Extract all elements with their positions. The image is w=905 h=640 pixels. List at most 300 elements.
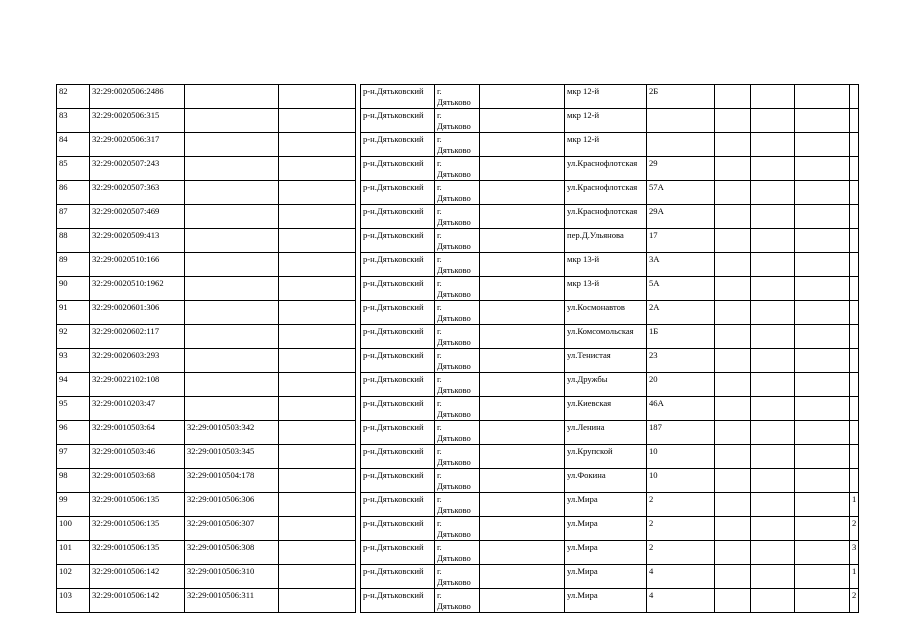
- cell-cadastral-number: 32:29:0010506:135: [90, 541, 185, 565]
- cell-col13: [795, 205, 850, 229]
- cell-district: р-н.Дятьковский: [361, 325, 435, 349]
- cell-col8: [480, 157, 565, 181]
- cell-row-number: 103: [57, 589, 90, 613]
- cell-house: 29: [647, 157, 715, 181]
- cell-col11: [715, 205, 751, 229]
- cell-town: г. Дятьково: [435, 469, 480, 493]
- cell-col4: [279, 517, 356, 541]
- cell-col13: [795, 541, 850, 565]
- cell-row-number: 92: [57, 325, 90, 349]
- cell-col13: [795, 445, 850, 469]
- cell-col8: [480, 589, 565, 613]
- cell-col14: 3: [850, 541, 859, 565]
- cell-town: г. Дятьково: [435, 325, 480, 349]
- cell-street: ул.Крупской: [565, 445, 647, 469]
- cell-row-number: 87: [57, 205, 90, 229]
- cell-col12: [751, 133, 795, 157]
- cell-col4: [279, 253, 356, 277]
- cell-col11: [715, 109, 751, 133]
- cell-col13: [795, 133, 850, 157]
- cell-cadastral-number: 32:29:0020601:306: [90, 301, 185, 325]
- cell-col12: [751, 445, 795, 469]
- cell-cadastral-number: 32:29:0010506:135: [90, 517, 185, 541]
- cell-col12: [751, 373, 795, 397]
- cell-col14: [850, 397, 859, 421]
- cell-town: г. Дятьково: [435, 205, 480, 229]
- cell-col11: [715, 133, 751, 157]
- cell-street: ул.Краснофлотская: [565, 157, 647, 181]
- cell-col12: [751, 565, 795, 589]
- cell-cadastral-number-2: 32:29:0010504:178: [185, 469, 279, 493]
- table-row: [57, 373, 859, 397]
- cell-town: г. Дятьково: [435, 133, 480, 157]
- cell-col13: [795, 157, 850, 181]
- cell-row-number: 82: [57, 85, 90, 109]
- cell-col12: [751, 469, 795, 493]
- cell-cadastral-number: 32:29:0020507:243: [90, 157, 185, 181]
- cell-district: р-н.Дятьковский: [361, 181, 435, 205]
- cell-cadastral-number-2: 32:29:0010506:307: [185, 517, 279, 541]
- cell-row-number: 91: [57, 301, 90, 325]
- cell-col13: [795, 181, 850, 205]
- cell-district: р-н.Дятьковский: [361, 541, 435, 565]
- cell-house: 2: [647, 541, 715, 565]
- cell-col13: [795, 277, 850, 301]
- cell-col12: [751, 493, 795, 517]
- cell-house: 2А: [647, 301, 715, 325]
- cell-cadastral-number: 32:29:0010503:68: [90, 469, 185, 493]
- cell-col4: [279, 85, 356, 109]
- cell-col13: [795, 85, 850, 109]
- cell-town: г. Дятьково: [435, 229, 480, 253]
- cell-house: 23: [647, 349, 715, 373]
- cell-col14: [850, 229, 859, 253]
- table-row: [57, 85, 859, 109]
- cell-col8: [480, 373, 565, 397]
- cell-col14: [850, 469, 859, 493]
- cell-col8: [480, 421, 565, 445]
- cell-house: 17: [647, 229, 715, 253]
- cell-col8: [480, 205, 565, 229]
- cell-col11: [715, 493, 751, 517]
- cell-cadastral-number-2: 32:29:0010506:308: [185, 541, 279, 565]
- cell-col12: [751, 517, 795, 541]
- table-row: [57, 109, 859, 133]
- cell-col12: [751, 253, 795, 277]
- table-row: [57, 541, 859, 565]
- cell-row-number: 95: [57, 397, 90, 421]
- cell-cadastral-number: 32:29:0010203:47: [90, 397, 185, 421]
- cell-cadastral-number-2: [185, 301, 279, 325]
- cell-cadastral-number-2: [185, 85, 279, 109]
- cell-col4: [279, 445, 356, 469]
- cell-district: р-н.Дятьковский: [361, 205, 435, 229]
- cell-town: г. Дятьково: [435, 301, 480, 325]
- cell-street: ул.Краснофлотская: [565, 181, 647, 205]
- cell-col4: [279, 493, 356, 517]
- cell-col14: [850, 445, 859, 469]
- cell-street: мкр 12-й: [565, 85, 647, 109]
- cell-cadastral-number-2: [185, 325, 279, 349]
- cell-col14: [850, 205, 859, 229]
- cell-col13: [795, 517, 850, 541]
- cell-col13: [795, 589, 850, 613]
- cell-district: р-н.Дятьковский: [361, 109, 435, 133]
- cell-town: г. Дятьково: [435, 349, 480, 373]
- cell-house: 4: [647, 589, 715, 613]
- cell-col4: [279, 205, 356, 229]
- table-row: [57, 181, 859, 205]
- cell-district: р-н.Дятьковский: [361, 397, 435, 421]
- cell-district: р-н.Дятьковский: [361, 493, 435, 517]
- cell-district: р-н.Дятьковский: [361, 469, 435, 493]
- cell-house: 10: [647, 445, 715, 469]
- cell-house: 1Б: [647, 325, 715, 349]
- cell-house: [647, 133, 715, 157]
- cell-col11: [715, 229, 751, 253]
- cell-col8: [480, 397, 565, 421]
- cell-district: р-н.Дятьковский: [361, 253, 435, 277]
- cell-cadastral-number-2: [185, 157, 279, 181]
- cell-town: г. Дятьково: [435, 181, 480, 205]
- cell-district: р-н.Дятьковский: [361, 349, 435, 373]
- cell-town: г. Дятьково: [435, 277, 480, 301]
- cell-row-number: 88: [57, 229, 90, 253]
- cell-cadastral-number: 32:29:0020507:469: [90, 205, 185, 229]
- address-register-table: [56, 84, 859, 613]
- cell-col8: [480, 517, 565, 541]
- cell-street: ул.Дружбы: [565, 373, 647, 397]
- cell-col11: [715, 397, 751, 421]
- cell-district: р-н.Дятьковский: [361, 565, 435, 589]
- cell-cadastral-number-2: 32:29:0010506:306: [185, 493, 279, 517]
- table-row: [57, 277, 859, 301]
- cell-cadastral-number: 32:29:0020509:413: [90, 229, 185, 253]
- table-row: [57, 397, 859, 421]
- cell-cadastral-number-2: 32:29:0010503:342: [185, 421, 279, 445]
- cell-street: ул.Тенистая: [565, 349, 647, 373]
- cell-col12: [751, 325, 795, 349]
- cell-col4: [279, 397, 356, 421]
- cell-col4: [279, 541, 356, 565]
- cell-col8: [480, 565, 565, 589]
- cell-col14: [850, 349, 859, 373]
- cell-district: р-н.Дятьковский: [361, 157, 435, 181]
- cell-col4: [279, 157, 356, 181]
- cell-col11: [715, 469, 751, 493]
- cell-house: 20: [647, 373, 715, 397]
- cell-row-number: 98: [57, 469, 90, 493]
- cell-cadastral-number: 32:29:0020506:317: [90, 133, 185, 157]
- cell-col4: [279, 469, 356, 493]
- cell-col4: [279, 349, 356, 373]
- cell-col11: [715, 421, 751, 445]
- cell-col12: [751, 277, 795, 301]
- table-row: [57, 421, 859, 445]
- cell-col12: [751, 181, 795, 205]
- cell-district: р-н.Дятьковский: [361, 301, 435, 325]
- cell-cadastral-number: 32:29:0010506:142: [90, 565, 185, 589]
- cell-house: 187: [647, 421, 715, 445]
- cell-row-number: 83: [57, 109, 90, 133]
- cell-col14: 2: [850, 589, 859, 613]
- cell-col14: [850, 85, 859, 109]
- cell-col14: [850, 277, 859, 301]
- cell-street: ул.Мира: [565, 541, 647, 565]
- cell-col4: [279, 589, 356, 613]
- cell-cadastral-number-2: [185, 229, 279, 253]
- cell-house: [647, 109, 715, 133]
- cell-col14: [850, 253, 859, 277]
- cell-col14: [850, 373, 859, 397]
- table-row: [57, 157, 859, 181]
- cell-cadastral-number-2: [185, 397, 279, 421]
- cell-col4: [279, 133, 356, 157]
- cell-house: 5А: [647, 277, 715, 301]
- cell-cadastral-number: 32:29:0020506:2486: [90, 85, 185, 109]
- cell-town: г. Дятьково: [435, 589, 480, 613]
- cell-col13: [795, 109, 850, 133]
- cell-row-number: 89: [57, 253, 90, 277]
- cell-col12: [751, 301, 795, 325]
- cell-col13: [795, 421, 850, 445]
- cell-town: г. Дятьково: [435, 373, 480, 397]
- cell-street: ул.Мира: [565, 589, 647, 613]
- cell-town: г. Дятьково: [435, 157, 480, 181]
- cell-col8: [480, 541, 565, 565]
- cell-col14: [850, 421, 859, 445]
- cell-district: р-н.Дятьковский: [361, 373, 435, 397]
- cell-col4: [279, 325, 356, 349]
- table-row: [57, 253, 859, 277]
- cell-row-number: 86: [57, 181, 90, 205]
- cell-house: 2: [647, 493, 715, 517]
- cell-street: мкр 12-й: [565, 133, 647, 157]
- cell-town: г. Дятьково: [435, 85, 480, 109]
- cell-cadastral-number: 32:29:0010506:135: [90, 493, 185, 517]
- cell-col14: [850, 157, 859, 181]
- cell-street: ул.Краснофлотская: [565, 205, 647, 229]
- cell-town: г. Дятьково: [435, 493, 480, 517]
- cell-cadastral-number-2: 32:29:0010503:345: [185, 445, 279, 469]
- cell-col14: [850, 181, 859, 205]
- cell-town: г. Дятьково: [435, 541, 480, 565]
- cell-street: ул.Киевская: [565, 397, 647, 421]
- cell-col8: [480, 181, 565, 205]
- cell-town: г. Дятьково: [435, 445, 480, 469]
- table-row: [57, 301, 859, 325]
- cell-col8: [480, 301, 565, 325]
- table-body: [57, 85, 859, 613]
- cell-col4: [279, 565, 356, 589]
- cell-district: р-н.Дятьковский: [361, 589, 435, 613]
- cell-col11: [715, 253, 751, 277]
- cell-district: р-н.Дятьковский: [361, 85, 435, 109]
- cell-col12: [751, 349, 795, 373]
- cell-district: р-н.Дятьковский: [361, 277, 435, 301]
- cell-cadastral-number: 32:29:0020603:293: [90, 349, 185, 373]
- cell-house: 4: [647, 565, 715, 589]
- cell-col4: [279, 181, 356, 205]
- cell-col8: [480, 253, 565, 277]
- cell-col14: [850, 109, 859, 133]
- cell-col4: [279, 373, 356, 397]
- table-row: [57, 517, 859, 541]
- table-row: [57, 325, 859, 349]
- cell-row-number: 102: [57, 565, 90, 589]
- table-row: [57, 445, 859, 469]
- cell-col11: [715, 517, 751, 541]
- cell-cadastral-number-2: [185, 205, 279, 229]
- cell-row-number: 97: [57, 445, 90, 469]
- cell-cadastral-number: 32:29:0022102:108: [90, 373, 185, 397]
- cell-street: ул.Мира: [565, 493, 647, 517]
- cell-district: р-н.Дятьковский: [361, 421, 435, 445]
- cell-col13: [795, 565, 850, 589]
- cell-house: 10: [647, 469, 715, 493]
- cell-col12: [751, 109, 795, 133]
- cell-col12: [751, 157, 795, 181]
- cell-street: пер.Д.Ульянова: [565, 229, 647, 253]
- cell-col13: [795, 493, 850, 517]
- cell-house: 2Б: [647, 85, 715, 109]
- cell-cadastral-number: 32:29:0020507:363: [90, 181, 185, 205]
- cell-col14: 2: [850, 517, 859, 541]
- cell-col13: [795, 373, 850, 397]
- cell-col8: [480, 349, 565, 373]
- cell-col12: [751, 85, 795, 109]
- cell-street: ул.Космонавтов: [565, 301, 647, 325]
- cell-district: р-н.Дятьковский: [361, 517, 435, 541]
- cell-col12: [751, 397, 795, 421]
- cell-col14: [850, 301, 859, 325]
- table-row: [57, 589, 859, 613]
- cell-street: мкр 12-й: [565, 109, 647, 133]
- cell-col13: [795, 229, 850, 253]
- cell-cadastral-number-2: 32:29:0010506:310: [185, 565, 279, 589]
- cell-cadastral-number: 32:29:0010503:64: [90, 421, 185, 445]
- cell-col4: [279, 277, 356, 301]
- cell-col12: [751, 229, 795, 253]
- cell-district: р-н.Дятьковский: [361, 445, 435, 469]
- cell-cadastral-number-2: [185, 373, 279, 397]
- cell-col8: [480, 229, 565, 253]
- cell-cadastral-number: 32:29:0020510:166: [90, 253, 185, 277]
- cell-col13: [795, 469, 850, 493]
- cell-col11: [715, 541, 751, 565]
- cell-col8: [480, 109, 565, 133]
- cell-col8: [480, 133, 565, 157]
- cell-col11: [715, 157, 751, 181]
- cell-col11: [715, 301, 751, 325]
- cell-col11: [715, 181, 751, 205]
- cell-row-number: 93: [57, 349, 90, 373]
- cell-row-number: 85: [57, 157, 90, 181]
- cell-col14: [850, 325, 859, 349]
- cell-col13: [795, 349, 850, 373]
- cell-street: мкр 13-й: [565, 277, 647, 301]
- cell-street: мкр 13-й: [565, 253, 647, 277]
- cell-col13: [795, 325, 850, 349]
- cell-col13: [795, 397, 850, 421]
- cell-street: ул.Комсомольская: [565, 325, 647, 349]
- cell-row-number: 94: [57, 373, 90, 397]
- cell-row-number: 84: [57, 133, 90, 157]
- cell-col8: [480, 325, 565, 349]
- cell-col11: [715, 445, 751, 469]
- cell-house: 46А: [647, 397, 715, 421]
- table-row: [57, 133, 859, 157]
- cell-town: г. Дятьково: [435, 109, 480, 133]
- cell-row-number: 101: [57, 541, 90, 565]
- cell-col4: [279, 421, 356, 445]
- cell-town: г. Дятьково: [435, 565, 480, 589]
- cell-town: г. Дятьково: [435, 253, 480, 277]
- table-row: [57, 205, 859, 229]
- cell-house: 29А: [647, 205, 715, 229]
- cell-col11: [715, 565, 751, 589]
- cell-col11: [715, 277, 751, 301]
- cell-cadastral-number-2: [185, 277, 279, 301]
- cell-cadastral-number-2: [185, 109, 279, 133]
- cell-col12: [751, 589, 795, 613]
- cell-col14: 1: [850, 493, 859, 517]
- cell-col13: [795, 301, 850, 325]
- cell-cadastral-number: 32:29:0020506:315: [90, 109, 185, 133]
- cell-col11: [715, 589, 751, 613]
- cell-district: р-н.Дятьковский: [361, 229, 435, 253]
- cell-cadastral-number: 32:29:0010506:142: [90, 589, 185, 613]
- cell-cadastral-number-2: [185, 253, 279, 277]
- cell-town: г. Дятьково: [435, 397, 480, 421]
- cell-col14: 1: [850, 565, 859, 589]
- cell-cadastral-number: 32:29:0020510:1962: [90, 277, 185, 301]
- cell-cadastral-number-2: [185, 133, 279, 157]
- cell-row-number: 99: [57, 493, 90, 517]
- cell-street: ул.Ленина: [565, 421, 647, 445]
- cell-col12: [751, 541, 795, 565]
- table-row: [57, 349, 859, 373]
- cell-col8: [480, 445, 565, 469]
- cell-house: 2: [647, 517, 715, 541]
- cell-col8: [480, 469, 565, 493]
- cell-cadastral-number: 32:29:0020602:117: [90, 325, 185, 349]
- cell-col12: [751, 205, 795, 229]
- cell-col11: [715, 373, 751, 397]
- cell-col4: [279, 109, 356, 133]
- cell-col11: [715, 325, 751, 349]
- cell-col13: [795, 253, 850, 277]
- cell-col4: [279, 229, 356, 253]
- cell-col11: [715, 349, 751, 373]
- cell-street: ул.Фокина: [565, 469, 647, 493]
- cell-row-number: 90: [57, 277, 90, 301]
- cell-row-number: 96: [57, 421, 90, 445]
- cell-row-number: 100: [57, 517, 90, 541]
- cell-street: ул.Мира: [565, 517, 647, 541]
- cell-col8: [480, 493, 565, 517]
- cell-house: 57А: [647, 181, 715, 205]
- cell-cadastral-number-2: [185, 349, 279, 373]
- cell-col14: [850, 133, 859, 157]
- cell-house: 3А: [647, 253, 715, 277]
- cell-cadastral-number-2: [185, 181, 279, 205]
- cell-district: р-н.Дятьковский: [361, 133, 435, 157]
- cell-col8: [480, 277, 565, 301]
- table-row: [57, 229, 859, 253]
- cell-town: г. Дятьково: [435, 517, 480, 541]
- table-row: [57, 469, 859, 493]
